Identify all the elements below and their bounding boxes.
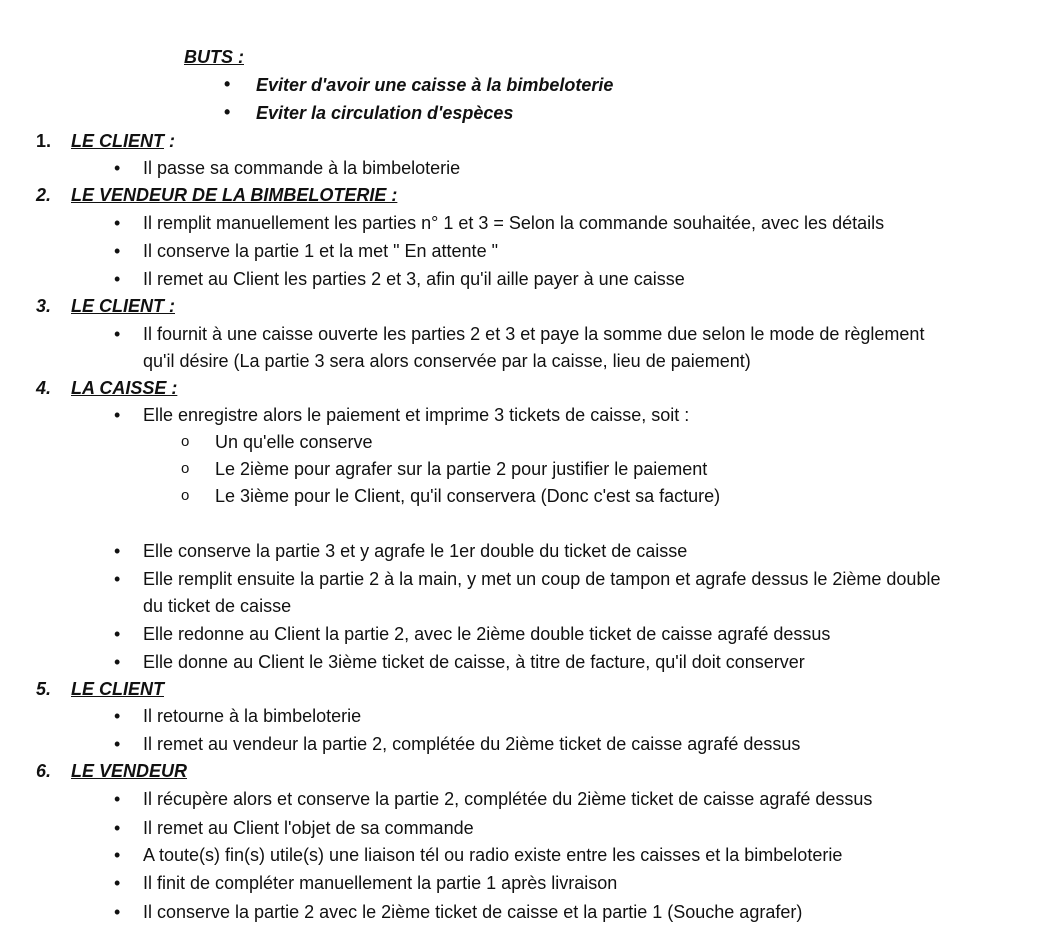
section-title-text: LE CLIENT : <box>71 296 175 316</box>
sub-list-item: Le 2ième pour agrafer sur la partie 2 pour justifier le paiement <box>215 459 708 479</box>
list-item: Elle donne au Client le 3ième ticket de caisse, à titre de facture, qu'il doit conserver <box>143 652 805 672</box>
list-item: Il passe sa commande à la bimbeloterie <box>143 158 461 178</box>
section-title <box>71 295 175 317</box>
list-item: Il retourne à la bimbeloterie <box>143 706 362 726</box>
section-number: 4. <box>36 378 52 398</box>
list-item: Il remet au Client l'objet de sa commande <box>143 818 474 838</box>
list-item: Elle redonne au Client la partie 2, avec le 2ième double ticket de caisse agrafé dessus <box>143 624 831 644</box>
bullet-icon: • <box>114 818 121 838</box>
section-title-text: LE VENDEUR <box>71 761 188 781</box>
list-item: Elle remplit ensuite la partie 2 à la main, y met un coup de tampon et agrafe dessus le 2ième double <box>143 569 941 589</box>
section-title-text: LE CLIENT <box>71 679 164 699</box>
sub-list-item: Un qu'elle conserve <box>215 432 373 452</box>
list-item: A toute(s) fin(s) utile(s) une liaison tél ou radio existe entre les caisses et la bimbeloterie <box>143 845 843 865</box>
section-title-text: LE VENDEUR DE LA BIMBELOTERIE : <box>71 185 398 205</box>
section-number: 3. <box>36 296 52 316</box>
goal-item: Eviter d'avoir une caisse à la bimbeloterie <box>256 75 614 95</box>
sub-list-item: Le 3ième pour le Client, qu'il conservera (Donc c'est sa facture) <box>215 486 721 506</box>
section-title <box>71 760 187 782</box>
list-item-continuation: qu'il désire (La partie 3 sera alors conservée par la caisse, lieu de paiement) <box>143 351 751 371</box>
bullet-icon: • <box>224 74 231 94</box>
section-title <box>71 678 164 700</box>
list-item: Il fournit à une caisse ouverte les parties 2 et 3 et paye la somme due selon le mode de règlement <box>143 324 925 344</box>
section-title-text: LA CAISSE : <box>71 378 178 398</box>
bullet-icon: • <box>114 213 121 233</box>
list-item: Elle enregistre alors le paiement et imprime 3 tickets de caisse, soit : <box>143 405 690 425</box>
bullet-icon: • <box>114 158 121 178</box>
bullet-icon: • <box>114 324 121 344</box>
bullet-icon: • <box>114 789 121 809</box>
circle-bullet-icon: o <box>181 487 190 504</box>
bullet-icon: • <box>114 706 121 726</box>
section-number: 5. <box>36 679 52 699</box>
list-item: Il finit de compléter manuellement la partie 1 après livraison <box>143 873 618 893</box>
bullet-icon: • <box>114 241 121 261</box>
bullet-icon: • <box>224 102 231 122</box>
bullet-icon: • <box>114 652 121 672</box>
bullet-icon: • <box>114 405 121 425</box>
bullet-icon: • <box>114 734 121 754</box>
list-item: Il récupère alors et conserve la partie 2, complétée du 2ième ticket de caisse agrafé dessus <box>143 789 873 809</box>
section-title <box>71 377 177 399</box>
goals-title: BUTS : <box>184 47 244 67</box>
section-title-text: LE CLIENT <box>71 131 164 151</box>
bullet-icon: • <box>114 624 121 644</box>
list-item: Il conserve la partie 2 avec le 2ième ticket de caisse et la partie 1 (Souche agrafer) <box>143 902 803 922</box>
circle-bullet-icon: o <box>181 460 190 477</box>
list-item-continuation: du ticket de caisse <box>143 596 292 616</box>
goal-item: Eviter la circulation d'espèces <box>256 103 514 123</box>
section-title <box>71 130 175 152</box>
bullet-icon: • <box>114 902 121 922</box>
section-title-suffix: : <box>164 131 175 151</box>
bullet-icon: • <box>114 873 121 893</box>
list-item: Il remet au Client les parties 2 et 3, afin qu'il aille payer à une caisse <box>143 269 685 289</box>
list-item: Elle conserve la partie 3 et y agrafe le 1er double du ticket de caisse <box>143 541 688 561</box>
circle-bullet-icon: o <box>181 433 190 450</box>
list-item: Il remet au vendeur la partie 2, complétée du 2ième ticket de caisse agrafé dessus <box>143 734 801 754</box>
bullet-icon: • <box>114 541 121 561</box>
section-number: 1. <box>36 131 52 151</box>
bullet-icon: • <box>114 569 121 589</box>
bullet-icon: • <box>114 845 121 865</box>
bullet-icon: • <box>114 269 121 289</box>
section-title <box>71 184 397 206</box>
section-number: 6. <box>36 761 52 781</box>
list-item: Il conserve la partie 1 et la met " En attente " <box>143 241 498 261</box>
list-item: Il remplit manuellement les parties n° 1 et 3 = Selon la commande souhaitée, avec les détails <box>143 213 885 233</box>
section-number: 2. <box>36 185 52 205</box>
